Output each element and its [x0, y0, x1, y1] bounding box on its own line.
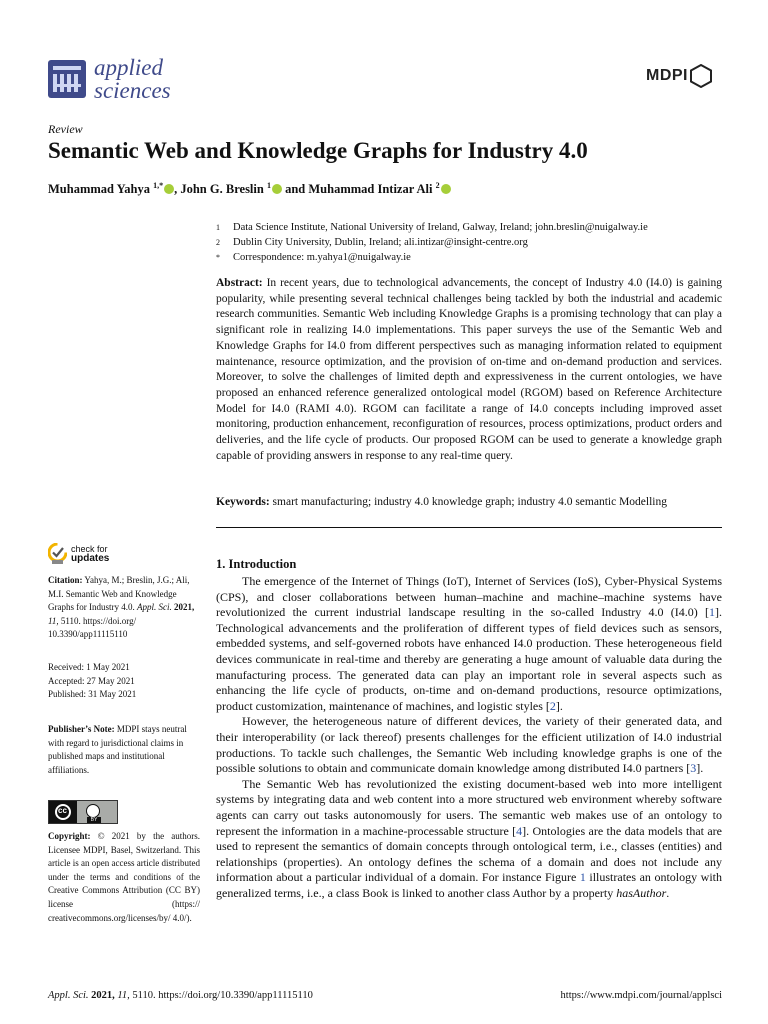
hexagon-icon — [690, 64, 712, 88]
author-name[interactable]: Muhammad Yahya — [48, 182, 150, 197]
paragraph: The emergence of the Internet of Things (IoT), Internet of Services (IoS), Cyber-Physical Systems (CPS), and closer collaborations between human–machine and machine–machine systems have revolutionized the current industrial landscape resulting in the so-called Industry 4.0 (I4.0) [1]. Technological advancements and the proliferation of different types of field devices such as sensors, embedded systems, and self-governed robots have enhanced I4.0 production. These heterogeneous field devices communicate in real-time and thereby are generating a huge amount of valuable data during the manufacturing process. The generated data can play an important role in several aspects such as enhancing the life cycle of products, on-time and on-demand productions, resource optimizations, product customization, maintenance of machines, and logistic styles [2]. — [216, 574, 722, 713]
author-list: Muhammad Yahya $^{1,*}$ , John G. Breslin $^1$ and Muhammad Intizar Ali $^2$ — [48, 181, 451, 197]
keywords — [216, 496, 722, 508]
citation: Citation: Yahya, M.; Breslin, J.G.; Ali, M.I. Semantic Web and Knowledge Graphs for Industry 4.0. Appl. Sci. 2021, 11, 5110. https://doi.org/ 10.3390/app11115110 — [48, 575, 195, 640]
author-affiliation-mark: 1,* — [153, 181, 164, 190]
affiliation-item: 2 Dublin City University, Dublin, Ireland; ali.intizar@insight-centre.org — [216, 237, 528, 248]
cc-by-license-badge[interactable]: cc BY — [48, 800, 118, 824]
person-icon — [86, 804, 100, 818]
publication-dates — [48, 661, 200, 702]
orcid-icon[interactable] — [272, 184, 282, 194]
affiliations — [216, 220, 648, 265]
abstract-label: Abstract: — [216, 277, 263, 289]
article-title: Semantic Web and Knowledge Graphs for Industry 4.0 — [48, 138, 588, 163]
journal-logo — [48, 56, 171, 102]
published-date: Published: 31 May 2021 — [48, 689, 137, 700]
author-name[interactable]: John G. Breslin — [180, 182, 264, 197]
publisher-name: MDPI — [646, 67, 688, 84]
reference-link[interactable]: 4 — [516, 823, 523, 838]
footer-citation: Appl. Sci. 2021, 11, 5110. https://doi.org/10.3390/app11115110 — [48, 990, 313, 1001]
footer-doi-link[interactable]: 5110. https://doi.org/10.3390/app11115110 — [132, 990, 313, 1001]
keywords-label: Keywords: — [216, 496, 270, 508]
reference-link[interactable]: 2 — [549, 698, 556, 713]
footer-journal-link[interactable]: https://www.mdpi.com/journal/applsci — [560, 990, 722, 1001]
correspondence: * Correspondence: m.yahya1@nuigalway.ie — [216, 252, 411, 263]
journal-name: applied sciences — [94, 55, 171, 103]
author-affiliation-mark: 1 — [266, 181, 271, 190]
cc-icon: cc — [55, 804, 71, 820]
received-date: Received: 1 May 2021 — [48, 662, 130, 672]
publisher-note: Publisher’s Note: MDPI stays neutral with regard to jurisdictional claims in published maps and institutional affiliations. — [48, 724, 187, 775]
reference-link[interactable]: 3 — [690, 761, 697, 776]
article-type: Review — [48, 122, 83, 136]
check-updates-icon — [48, 543, 67, 565]
figure-link[interactable]: 1 — [579, 870, 586, 885]
author-affiliation-mark: 2 — [435, 181, 440, 190]
reference-link[interactable]: 1 — [709, 605, 715, 620]
abstract-text: In recent years, due to technological advancements, the concept of Industry 4.0 (I4.0) is gaining popularity, while presenting several technical challenges being tackled by both the industrial and academic research communities. Semantic Web including Knowledge Graphs is a promising technology that can play a significant role in realizing I4.0 implementations. This paper surveys the use of the Semantic Web and Knowledge Graphs for I4.0 from different perspectives such as managing information related to equipment maintenance, resource optimization, and the provision of on-time and on-demand production and services. Moreover, to solve the challenges of limited depth and expressiveness in the current ontologies, we have proposed an enhanced reference generalized ontological model (RGOM) based on Reference Architecture Model for I4.0 (RAMI 4.0). RGOM can facilitate a range of I4.0 concepts including improved asset monitoring, production enhancement, reconfiguration of resources, process optimizations, product orders and deliveries, and the life cycle of products. Our proposed RGOM can be used to generate a knowledge graph capable of providing answers in response to any real-time query. — [216, 277, 723, 462]
author-name[interactable]: Muhammad Intizar Ali — [308, 182, 433, 197]
citation-doi-link[interactable]: 5110. https://doi.org/ 10.3390/app11115110 — [48, 615, 137, 640]
copyright: Copyright: © 2021 by the authors. Licensee MDPI, Basel, Switzerland. This article is an open access article distributed under the terms and conditions of the Creative Commons Attribution (CC BY) license (https:// creativecommons.org/licenses/by/ 4.0/). — [48, 831, 201, 923]
publisher-logo — [646, 64, 712, 88]
divider — [216, 527, 722, 528]
keywords-text: smart manufacturing; industry 4.0 knowledge graph; industry 4.0 semantic Modelling — [272, 496, 667, 508]
body-text — [216, 574, 722, 901]
section-heading: 1. Introduction — [216, 557, 297, 571]
affiliation-item: 1 Data Science Institute, National University of Ireland, Galway, Ireland; john.breslin@nuigalway.ie — [216, 222, 648, 233]
check-for-updates-button[interactable]: check for updates — [48, 543, 109, 565]
abstract — [216, 276, 722, 464]
accepted-date: Accepted: 27 May 2021 — [48, 675, 135, 686]
paragraph: The Semantic Web has revolutionized the existing document-based web into more intelligent systems by integrating data and web content into a more structured web environment whereby software agents can carry out tasks autonomously for users. The semantic web makes use of an ontology to represent the information in a machine-processable structure [4]. Ontologies are the data models that are used to represent the semantics of domain concepts through ontological term, i.e., classes (entities) and relationships (properties). An ontology defines the schema of a domain and does not include any information about a particular individual of a domain. For instance Figure 1 illustrates an ontology with generalized terms, i.e., a class Book is linked to another class Author by a property hasAuthor. — [216, 776, 722, 900]
orcid-icon[interactable] — [441, 184, 451, 194]
journal-logo-icon — [48, 60, 86, 98]
paragraph: However, the heterogeneous nature of different devices, the variety of their generated data, and their interoperability (or lack thereof) presents challenges for the efficient utilization of I4.0 industrial productions. To tackle such challenges, the Semantic Web including knowledge graphs is one of the possible solutions to obtain and communicate domain knowledge among distributed I4.0 partners [3]. — [216, 714, 722, 776]
orcid-icon[interactable] — [164, 184, 174, 194]
